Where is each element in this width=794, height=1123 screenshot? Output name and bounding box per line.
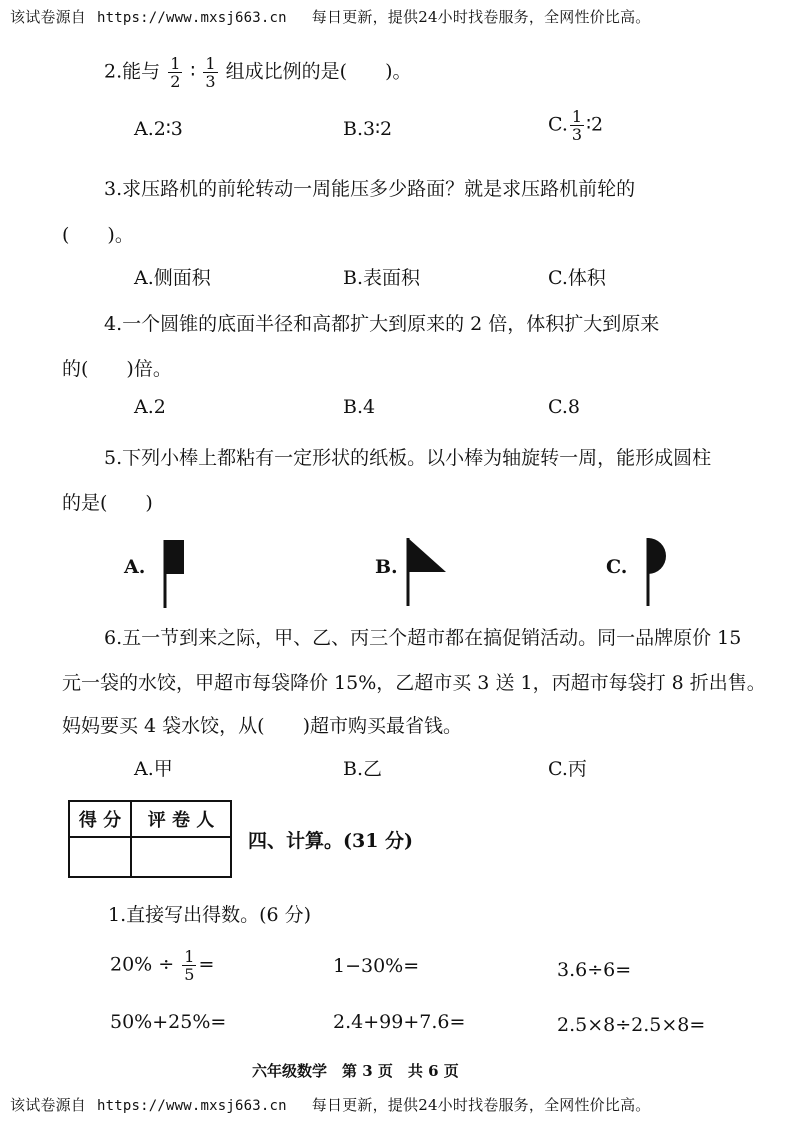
fraction-1-3: $\frac{1}{3}$: [205, 54, 216, 91]
question-6-line2: 元一袋的水饺，甲超市每袋降价 15%，乙超市买 3 送 1，丙超市每袋打 8 折出售。: [62, 672, 766, 694]
q5-option-a[interactable]: A.: [124, 556, 146, 578]
question-4-line1: 4.一个圆锥的底面半径和高都扩大到原来的 2 倍，体积扩大到原来: [104, 313, 660, 335]
banner-url[interactable]: https://www.mxsj663.cn: [96, 1098, 287, 1114]
question-3-line2: ( )。: [62, 224, 134, 246]
calc-expr-2: 1−30%=: [333, 955, 420, 977]
q6-option-b[interactable]: B.乙: [343, 758, 383, 780]
q4-option-c[interactable]: C.8: [548, 396, 580, 418]
q2-option-c[interactable]: C. $\frac{1}{3}$ ∶2: [548, 107, 604, 144]
bottom-banner: [10, 1094, 651, 1115]
score-header: 得 分: [69, 801, 131, 837]
q3-option-c[interactable]: C.体积: [548, 267, 606, 289]
flag-semicircle-icon: [642, 536, 682, 608]
page-footer: 六年级数学 第 3 页 共 6 页: [252, 1062, 459, 1080]
calc-expr-3: 3.6÷6=: [557, 959, 632, 981]
question-5-line1: 5.下列小棒上都粘有一定形状的纸板。以小棒为轴旋转一周，能形成圆柱: [104, 447, 712, 469]
section-4-title: 四、计算。(31 分): [248, 830, 414, 852]
calc-expr-4: 50%+25%=: [110, 1011, 227, 1033]
question-3-line1: 3.求压路机的前轮转动一周能压多少路面？就是求压路机前轮的: [104, 178, 636, 200]
question-5-line2: 的是( ): [62, 492, 153, 514]
question-2: 2.能与 $\frac{1}{2}$ ∶ $\frac{1}{3}$ 组成比例的是( )。: [104, 54, 412, 91]
fraction-1-2: $\frac{1}{2}$: [170, 54, 181, 91]
q3-option-a[interactable]: A.侧面积: [134, 267, 211, 289]
score-table: [68, 800, 232, 878]
q4-option-a[interactable]: A.2: [134, 396, 166, 418]
calc-expr-1: 20% ÷ $\frac{1}{5}$ =: [110, 947, 215, 984]
banner-site: 该试卷源自: [10, 8, 87, 26]
question-6-line1: 6.五一节到来之际，甲、乙、丙三个超市都在搞促销活动。同一品牌原价 15: [104, 627, 742, 649]
flag-rectangle-icon: [160, 538, 190, 610]
question-6-line3: 妈妈要买 4 袋水饺，从( )超市购买最省钱。: [62, 715, 462, 737]
q6-option-c[interactable]: C.丙: [548, 758, 587, 780]
calc-expr-5: 2.4+99+7.6=: [333, 1011, 466, 1033]
question-4-line2: 的( )倍。: [62, 358, 172, 380]
grader-cell[interactable]: [131, 837, 231, 877]
banner-slogan: 每日更新，提供24小时找卷服务，全网性价比高。: [311, 8, 651, 26]
q6-option-a[interactable]: A.甲: [134, 758, 173, 780]
q4-option-b[interactable]: B.4: [343, 396, 376, 418]
flag-triangle-icon: [402, 536, 452, 608]
q3-option-b[interactable]: B.表面积: [343, 267, 421, 289]
q5-option-c[interactable]: C.: [606, 556, 628, 578]
score-cell[interactable]: [69, 837, 131, 877]
calc-title: 1.直接写出得数。(6 分): [108, 904, 312, 926]
banner-url[interactable]: https://www.mxsj663.cn: [96, 10, 287, 26]
q5-option-b[interactable]: B.: [375, 556, 398, 578]
banner-slogan: 每日更新，提供24小时找卷服务，全网性价比高。: [311, 1096, 651, 1114]
top-banner: [10, 6, 651, 27]
calc-expr-6: 2.5×8÷2.5×8=: [557, 1014, 706, 1036]
grader-header: 评 卷 人: [131, 801, 231, 837]
q2-option-a[interactable]: A.2∶3: [134, 118, 183, 140]
q2-option-b[interactable]: B.3∶2: [343, 118, 393, 140]
banner-site: 该试卷源自: [10, 1096, 87, 1114]
